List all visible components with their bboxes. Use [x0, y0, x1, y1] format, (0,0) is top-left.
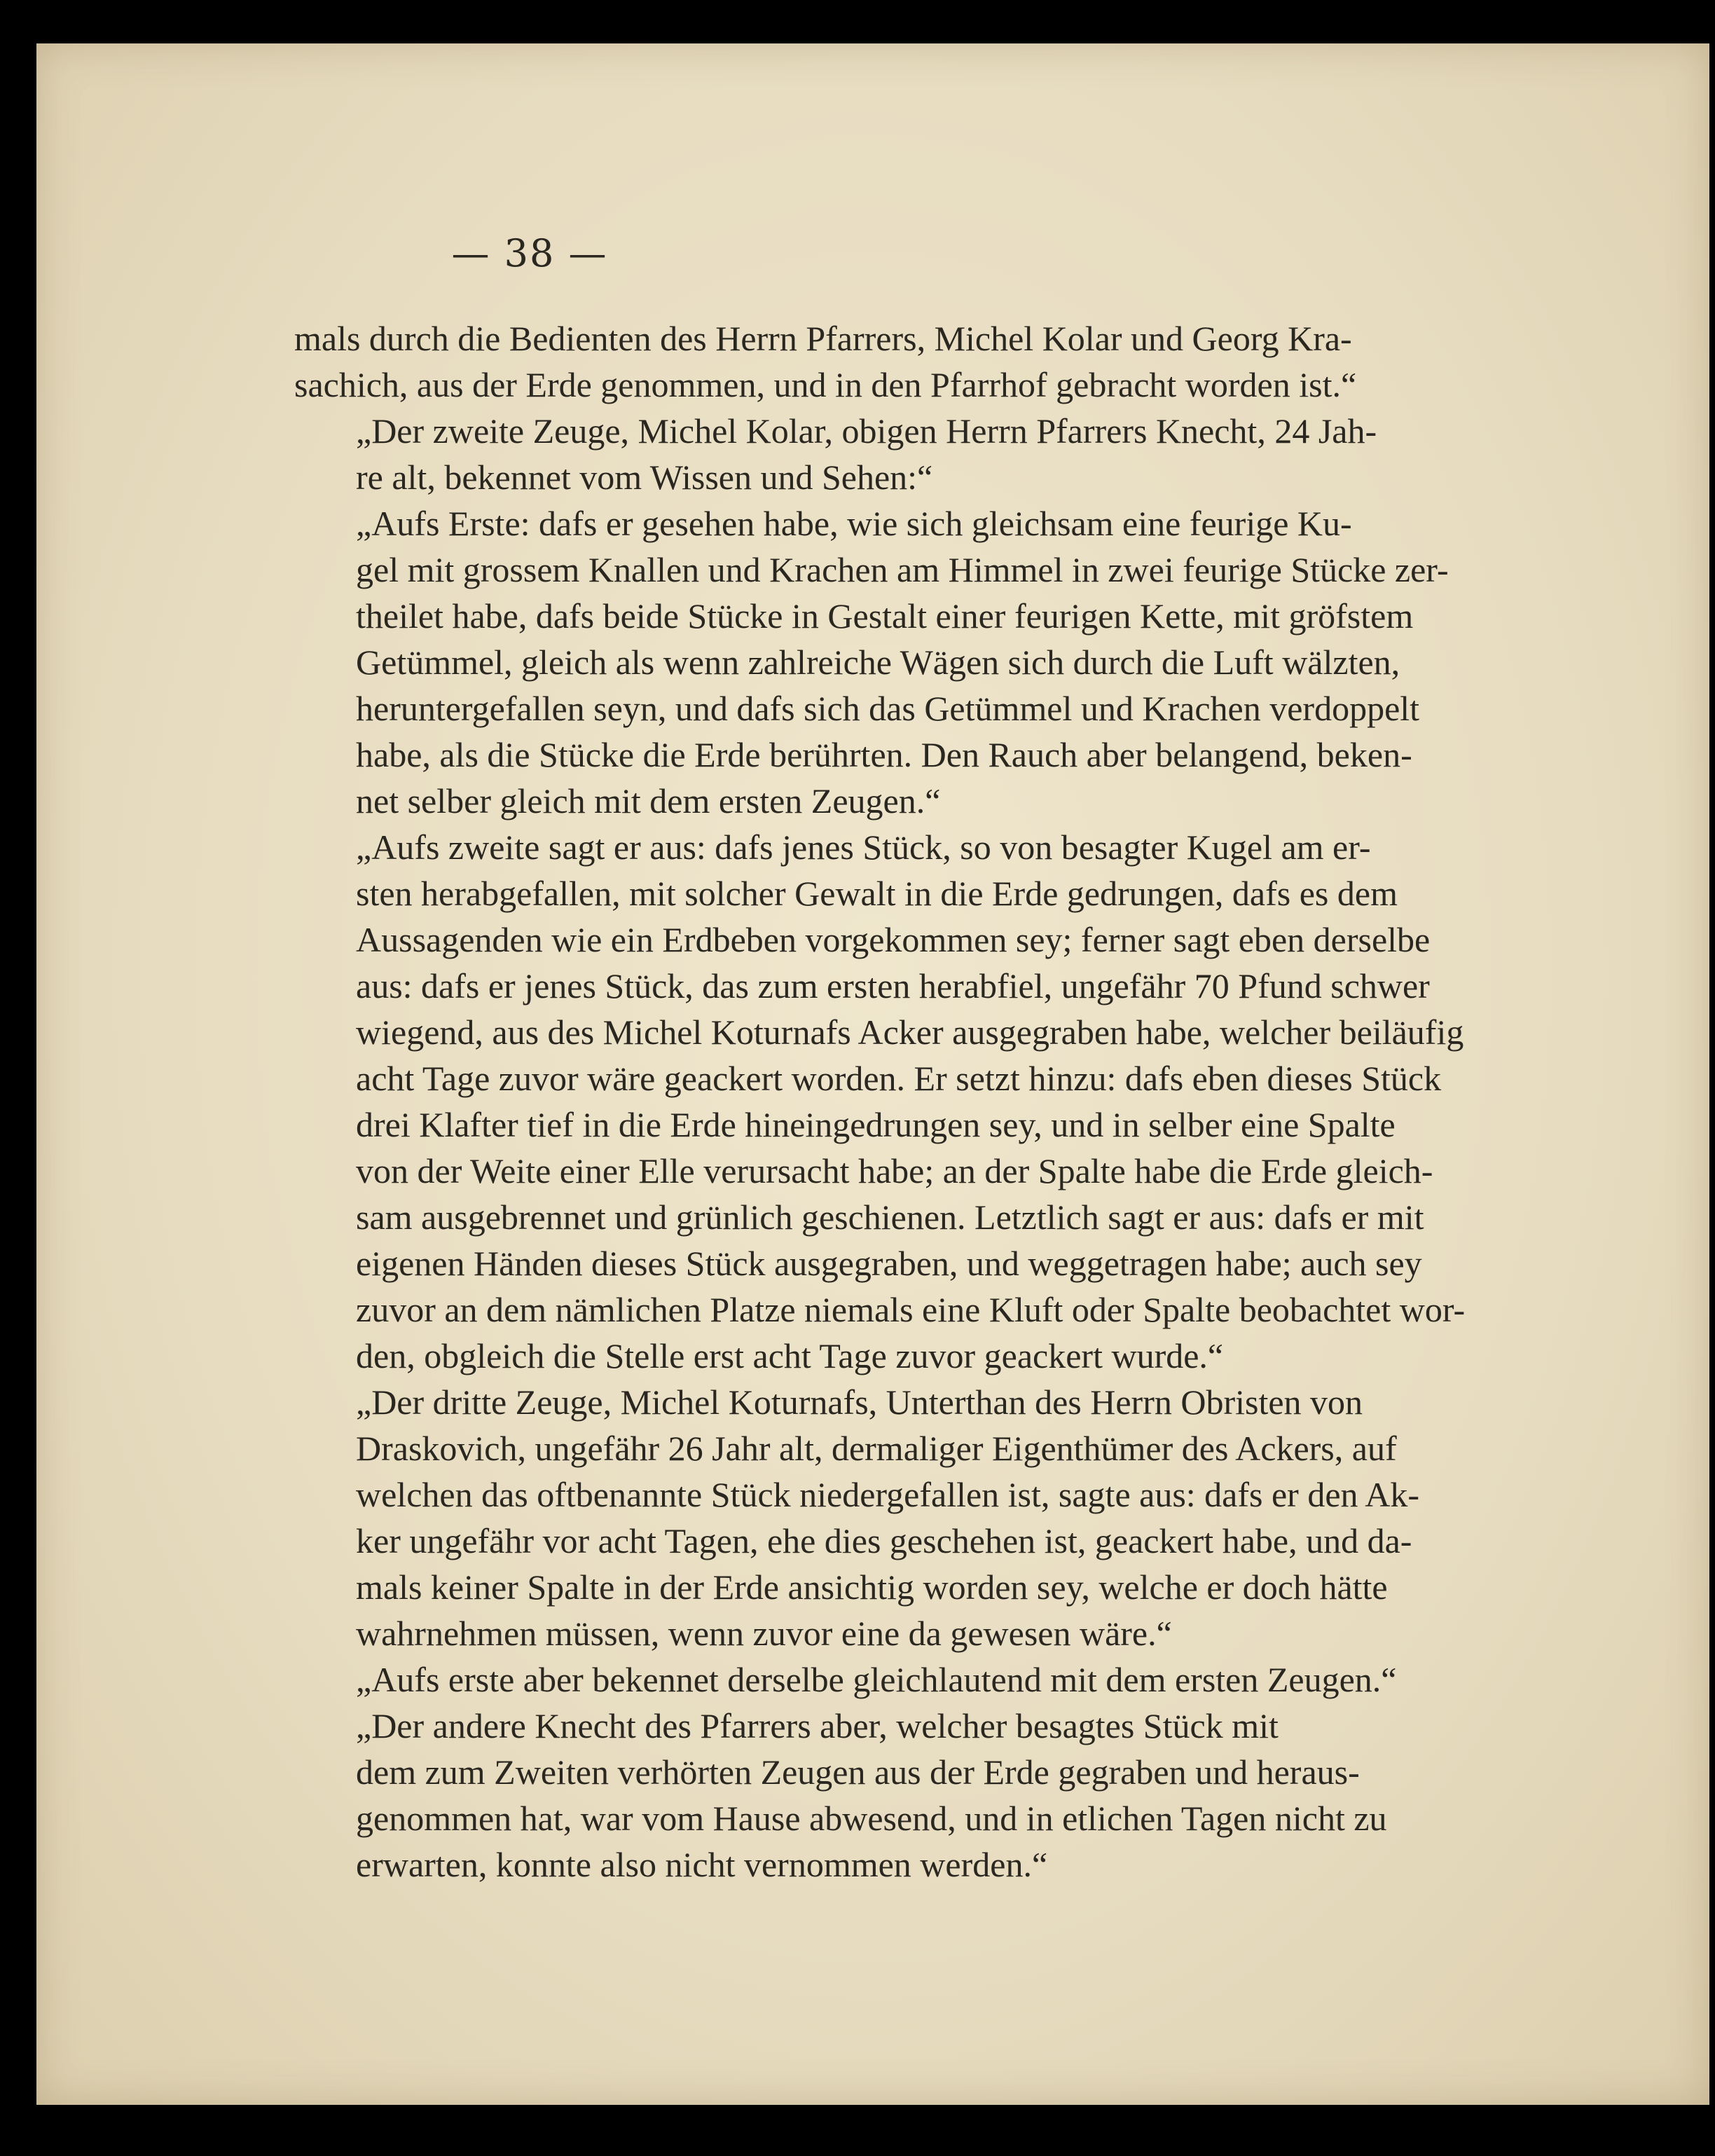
text-line: net selber gleich mit dem ersten Zeugen.“ [356, 781, 941, 820]
text-line: „Der andere Knecht des Pfarrers aber, welcher besagtes Stück mit [356, 1706, 1279, 1745]
text-line: eigenen Händen dieses Stück ausgegraben, und weggetragen habe; auch sey [356, 1244, 1422, 1283]
text-line: wiegend, aus des Michel Koturnafs Acker ausgegraben habe, welcher beiläufig [356, 1012, 1464, 1052]
text-line: „Aufs Erste: dafs er gesehen habe, wie sich gleichsam eine feurige Ku- [356, 504, 1352, 543]
text-line: wahrnehmen müssen, wenn zuvor eine da gewesen wäre.“ [356, 1614, 1172, 1653]
text-line: drei Klafter tief in die Erde hineingedrungen sey, und in selber eine Spalte [356, 1105, 1396, 1144]
text-line: sachich, aus der Erde genommen, und in den Pfarrhof gebracht worden ist.“ [294, 365, 1357, 404]
paragraph-1 [294, 315, 1583, 408]
text-line: „Der zweite Zeuge, Michel Kolar, obigen Herrn Pfarrers Knecht, 24 Jah- [356, 411, 1377, 451]
text-line: re alt, bekennet vom Wissen und Sehen:“ [356, 458, 933, 497]
text-line: erwarten, konnte also nicht vernommen werden.“ [356, 1845, 1048, 1884]
text-line: von der Weite einer Elle verursacht habe; an der Spalte habe die Erde gleich- [356, 1151, 1433, 1190]
text-line: gel mit grossem Knallen und Krachen am Himmel in zwei feurige Stücke zer- [356, 550, 1449, 589]
paragraph-6 [294, 1656, 1583, 1703]
paragraph-7 [294, 1703, 1583, 1888]
text-line: zuvor an dem nämlichen Platze niemals eine Kluft oder Spalte beobachtet wor- [356, 1290, 1466, 1329]
page-number: — 38 — [451, 231, 608, 275]
text-line: theilet habe, dafs beide Stücke in Gestalt einer feurigen Kette, mit gröfstem [356, 596, 1414, 636]
text-line: ker ungefähr vor acht Tagen, ehe dies geschehen ist, geackert habe, und da- [356, 1521, 1412, 1560]
paragraph-3 [294, 500, 1583, 824]
book-page [36, 43, 1709, 2105]
text-line: „Der dritte Zeuge, Michel Koturnafs, Unterthan des Herrn Obristen von [356, 1382, 1363, 1422]
text-line: welchen das oftbenannte Stück niedergefallen ist, sagte aus: dafs er den Ak- [356, 1475, 1420, 1514]
text-line: Getümmel, gleich als wenn zahlreiche Wägen sich durch die Luft wälzten, [356, 643, 1400, 682]
paragraph-5 [294, 1379, 1583, 1656]
text-line: mals keiner Spalte in der Erde ansichtig worden sey, welche er doch hätte [356, 1567, 1388, 1607]
paragraph-4 [294, 824, 1583, 1379]
paragraph-2 [294, 408, 1583, 500]
text-line: „Aufs zweite sagt er aus: dafs jenes Stück, so von besagter Kugel am er- [356, 828, 1371, 867]
text-line: heruntergefallen seyn, und dafs sich das Getümmel und Krachen verdoppelt [356, 689, 1420, 728]
text-line: sam ausgebrennet und grünlich geschienen. Letztlich sagt er aus: dafs er mit [356, 1197, 1424, 1237]
text-line: Aussagenden wie ein Erdbeben vorgekommen sey; ferner sagt eben derselbe [356, 920, 1431, 959]
text-line: sten herabgefallen, mit solcher Gewalt in die Erde gedrungen, dafs es dem [356, 874, 1398, 913]
text-line: aus: dafs er jenes Stück, das zum ersten herabfiel, ungefähr 70 Pfund schwer [356, 966, 1430, 1005]
text-line: den, obgleich die Stelle erst acht Tage zuvor geackert wurde.“ [356, 1336, 1224, 1375]
text-line: acht Tage zuvor wäre geackert worden. Er setzt hinzu: dafs eben dieses Stück [356, 1059, 1442, 1098]
text-line: dem zum Zweiten verhörten Zeugen aus der Erde gegraben und heraus- [356, 1752, 1360, 1792]
body-text [294, 315, 1583, 1888]
text-line: Draskovich, ungefähr 26 Jahr alt, dermaliger Eigenthümer des Ackers, auf [356, 1429, 1397, 1468]
text-line: mals durch die Bedienten des Herrn Pfarrers, Michel Kolar und Georg Kra- [294, 319, 1352, 358]
text-line: habe, als die Stücke die Erde berührten. Den Rauch aber belangend, beken- [356, 735, 1412, 774]
text-line: genommen hat, war vom Hause abwesend, und in etlichen Tagen nicht zu [356, 1799, 1387, 1838]
text-line: „Aufs erste aber bekennet derselbe gleichlautend mit dem ersten Zeugen.“ [356, 1660, 1397, 1699]
